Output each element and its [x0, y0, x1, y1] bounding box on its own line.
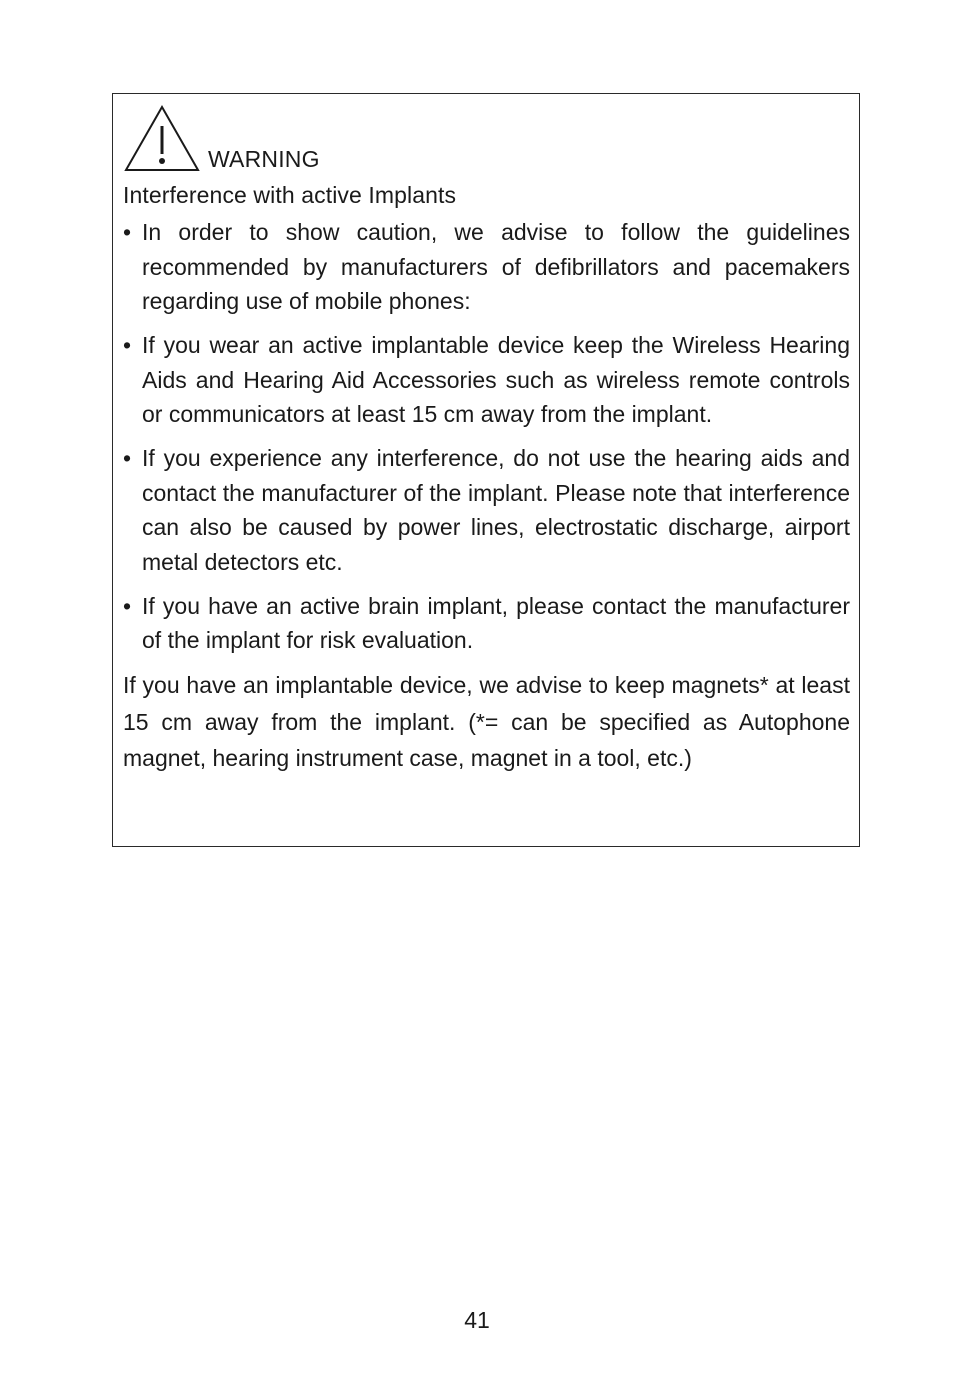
bullet-dot: • — [123, 445, 132, 471]
bullet-dot: • — [123, 219, 132, 245]
bullet-item — [123, 215, 850, 319]
warning-label: WARNING — [208, 146, 320, 172]
warning-box — [112, 93, 860, 847]
bullet-dot: • — [123, 592, 132, 619]
bullet-item — [123, 328, 850, 432]
bullet-text: If you experience any interference, do not use the hearing aids and contact the manufacturer of the implant. Please note that interference can also be caused by power lines, electrostatic discharge, airport metal detectors etc. — [142, 445, 850, 575]
bullet-item — [123, 441, 850, 579]
page-number: 41 — [464, 1307, 490, 1333]
warning-header — [123, 102, 850, 172]
bullet-item — [123, 589, 850, 658]
warning-bullet-list — [123, 215, 850, 658]
bullet-text: In order to show caution, we advise to follow the guidelines recommended by manufacturers of defibrillators and pacemakers regarding use of mobile phones: — [142, 219, 850, 314]
bullet-text: If you wear an active implantable device keep the Wireless Hearing Aids and Hearing Aid Accessories such as wireless remote controls or communicators at least 15 cm away from the implant. — [142, 332, 850, 427]
bullet-dot: • — [123, 332, 132, 358]
warning-triangle-icon — [123, 104, 201, 172]
closing-paragraph: If you have an implantable device, we advise to keep magnets* at least 15 cm away from the implant. (*= can be specified as Autophone magnet, hearing instrument case, magnet in a tool, etc.) — [123, 672, 850, 771]
bullet-text: If you have an active brain implant, please contact the manufacturer of the implant for risk evaluation. — [142, 592, 850, 653]
warning-subtitle: Interference with active Implants — [123, 182, 457, 208]
